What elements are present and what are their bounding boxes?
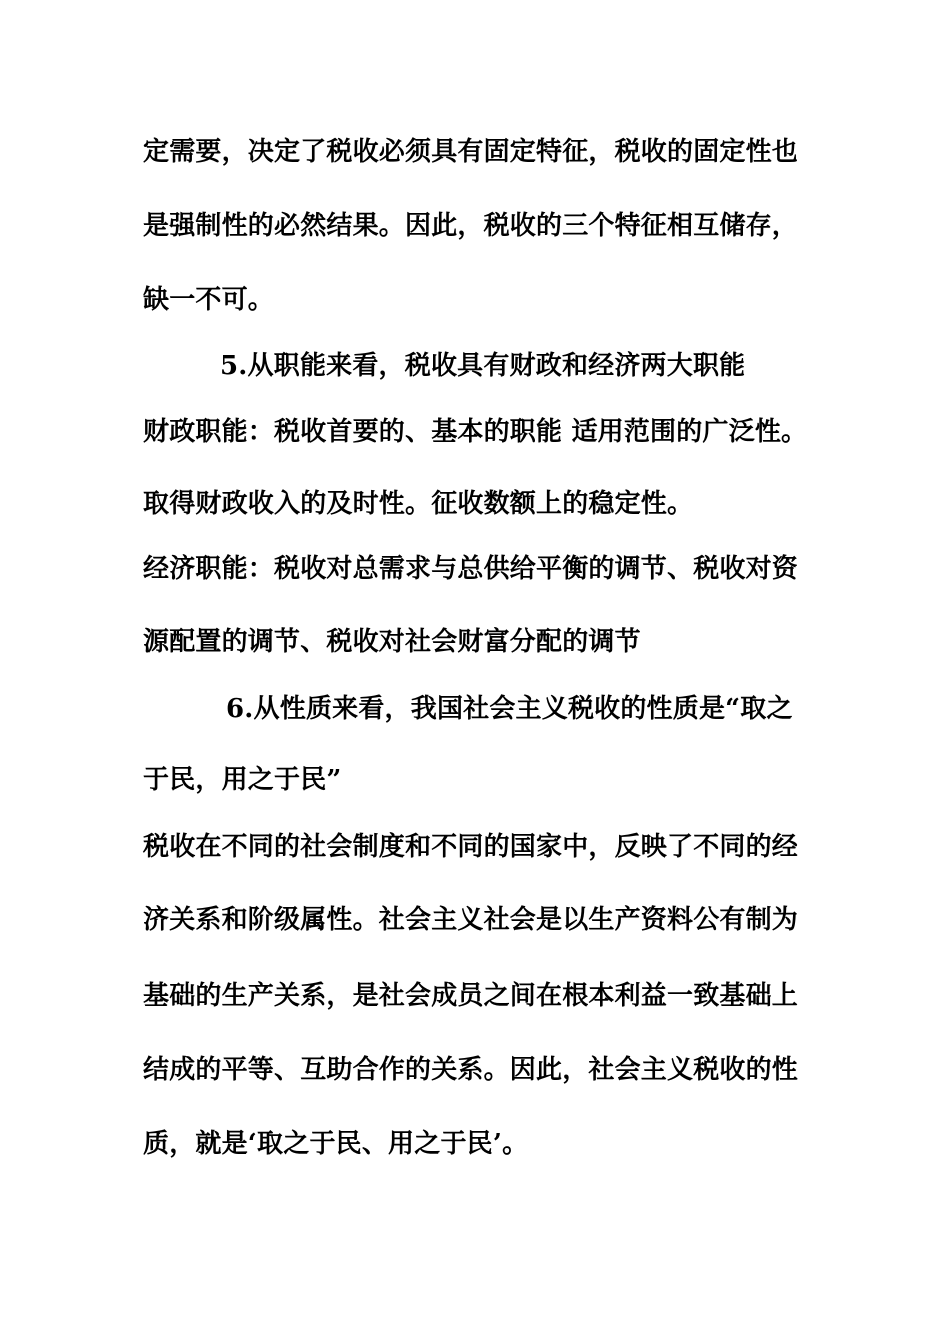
paragraph-line: 是强制性的必然结果。因此，税收的三个特征相互储存， (143, 211, 799, 241)
paragraph-line: 税收在不同的社会制度和不同的国家中，反映了不同的经 (143, 832, 799, 862)
economic-function-line: 经济职能：税收对总需求与总供给平衡的调节、税收对资 (143, 554, 799, 584)
section-heading-6: 6.从性质来看，我国社会主义税收的性质是“取之 (226, 694, 793, 724)
economic-function-line: 源配置的调节、税收对社会财富分配的调节 (143, 627, 641, 657)
paragraph-line: 基础的生产关系，是社会成员之间在根本利益一致基础上 (143, 981, 799, 1011)
fiscal-function-line: 取得财政收入的及时性。征收数额上的稳定性。 (143, 489, 694, 519)
section-heading-6-continued: 于民，用之于民” (143, 765, 342, 795)
paragraph-line: 质，就是‘取之于民、用之于民’。 (143, 1129, 529, 1159)
section-heading-5: 5.从职能来看，税收具有财政和经济两大职能 (220, 351, 746, 381)
paragraph-line: 缺一不可。 (143, 285, 275, 315)
paragraph-line: 济关系和阶级属性。社会主义社会是以生产资料公有制为 (143, 905, 799, 935)
paragraph-line: 结成的平等、互助合作的关系。因此，社会主义税收的性 (143, 1055, 799, 1085)
fiscal-function-line: 财政职能：税收首要的、基本的职能 适用范围的广泛性。 (143, 417, 808, 447)
paragraph-line: 定需要，决定了税收必须具有固定特征，税收的固定性也 (143, 137, 799, 167)
